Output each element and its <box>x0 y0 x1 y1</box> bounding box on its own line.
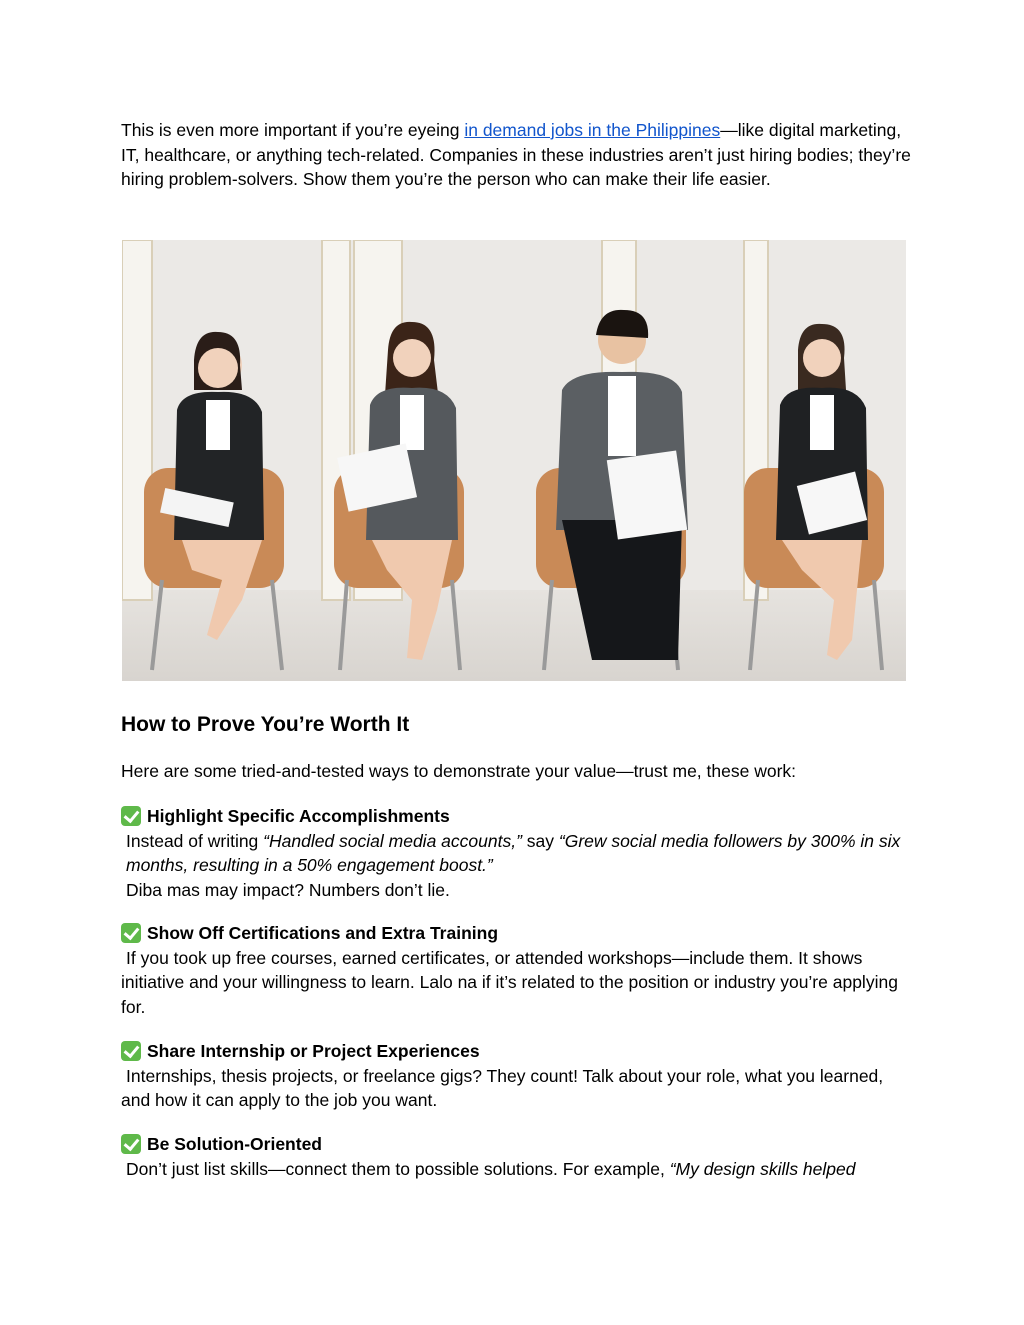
tip-title-text: Share Internship or Project Experiences <box>147 1041 480 1061</box>
tip-body: Instead of writing “Handled social media accounts,” say “Grew social media followers by 300% in six months, resulting in a 50% engagement boost.” <box>126 830 901 875</box>
tip-body: Don’t just list skills—connect them to possible solutions. For example, “My design skills helped <box>126 1158 856 1179</box>
intro-text-after: —like digital marketing, IT, healthcare, or anything tech-related. Companies in these industries aren’t just hiring bodies; they’re hiring problem-solvers. Show them you’re the person who can make their life easier. <box>121 120 911 189</box>
tip-body: Internships, thesis projects, or freelance gigs? They count! Talk about your role, what you learned, and how it can apply to the job you want. <box>121 1065 884 1110</box>
tip-title-text: Highlight Specific Accomplishments <box>147 806 450 826</box>
section-heading: How to Prove You’re Worth It <box>121 713 410 736</box>
check-mark-icon <box>121 1134 141 1154</box>
intro-text-before: This is even more important if you’re eyeing <box>121 120 465 140</box>
in-demand-jobs-link[interactable]: in demand jobs in the Philippines <box>464 120 721 140</box>
tip-title <box>121 1039 911 1064</box>
lead-paragraph: Here are some tried-and-tested ways to demonstrate your value—trust me, these work: <box>121 761 797 781</box>
tip-internship <box>121 1039 911 1113</box>
tip-title <box>121 1132 911 1157</box>
tip-title-text: Show Off Certifications and Extra Training <box>147 923 499 943</box>
check-mark-icon <box>121 923 141 943</box>
tip-title <box>121 804 911 829</box>
intro-paragraph-wrap <box>121 118 911 192</box>
tip-body: If you took up free courses, earned certificates, or attended workshops—include them. It shows initiative and your willingness to learn. Lalo na if it’s related to the position or industry you’re applying for. <box>121 947 898 1017</box>
tip-body-2: Diba mas may impact? Numbers don’t lie. <box>126 879 450 900</box>
check-mark-icon <box>121 1041 141 1061</box>
tip-solution <box>121 1132 911 1181</box>
check-mark-icon <box>121 806 141 826</box>
intro-paragraph <box>121 118 911 192</box>
tip-certifications <box>121 921 911 1019</box>
job-applicants-photo <box>122 240 906 681</box>
tip-accomplishments <box>121 804 911 902</box>
tip-title-text: Be Solution-Oriented <box>147 1134 322 1154</box>
waiting-applicants-illustration <box>122 240 906 681</box>
tip-title <box>121 921 911 946</box>
